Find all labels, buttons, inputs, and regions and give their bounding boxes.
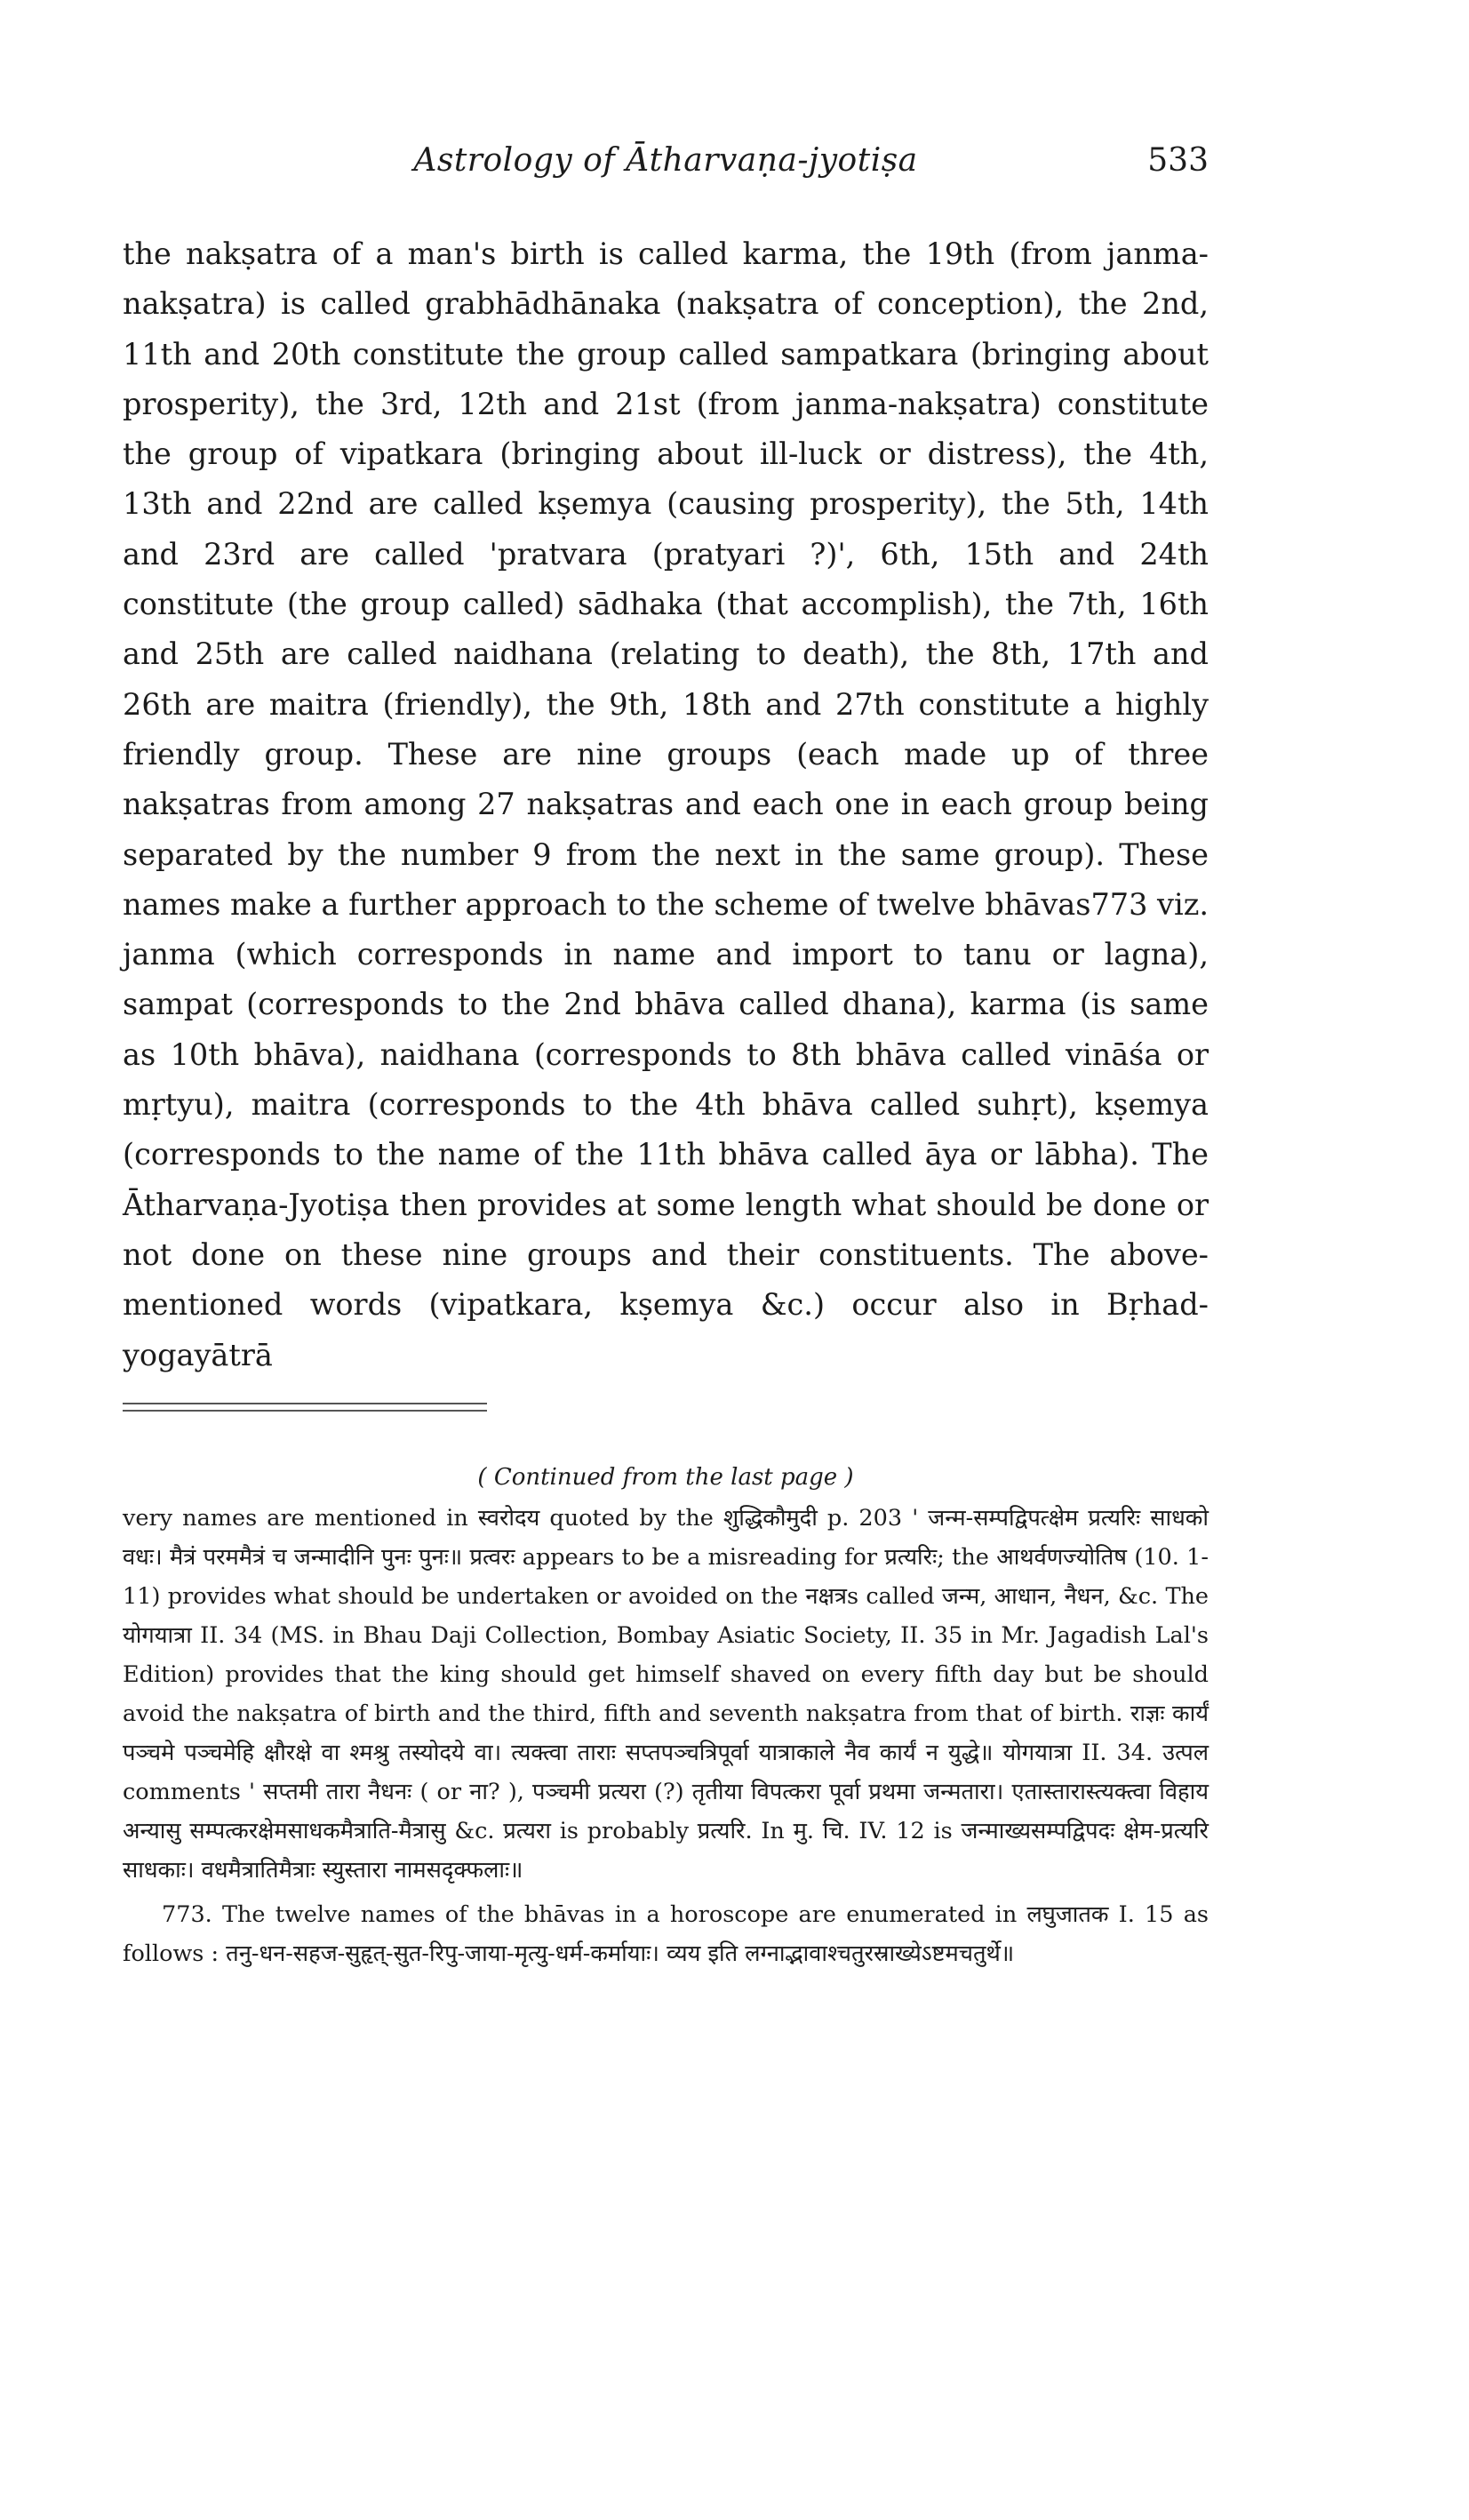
footnote-continued-label: ( Continued from the last page ): [477, 1464, 854, 1491]
page-header: [123, 142, 1209, 196]
footnote-773-text: The twelve names of the bhāvas in a horoscope are enumerated in लघुजातक I. 15 as follows : तनु-धन-सहज-सुहृत्-सुत-रिपु-जाया-मृत्यु-धर्म-कर्मायाः। व्यय इति लग्नाद्भावाश्चतुरस्राख्येऽष्टमचतुर्थे॥: [123, 1901, 1209, 1967]
page-number: 533: [1147, 142, 1209, 179]
footnote-773: [123, 1895, 1209, 1973]
footnotes: [123, 1458, 1209, 1973]
footnote-773-number: 773.: [162, 1901, 212, 1928]
running-title: Astrology of Ātharvaṇa-jyotiṣa: [413, 142, 918, 179]
footnote-continued-text: very names are mentioned in स्वरोदय quoted by the शुद्धिकौमुदी p. 203 ' जन्म-सम्पद्विपत्क्षेम प्रत्यरिः साधको वधः। मैत्रं परममैत्रं च जन्मादीनि पुनः पुनः॥ प्रत्वरः appears to be a misreading for प्रत्यरिः; the आथर्वणज्योतिष (10. 1-11) provides what should be undertaken or avoided on the नक्षत्रs called जन्म, आधान, नैधन, &c. The योगयात्रा II. 34 (MS. in Bhau Daji Collection, Bombay Asiatic Society, II. 35 in Mr. Jagadish Lal's Edition) provides that the king should get himself shaved on every fifth day but be should avoid the nakṣatra of birth and the third, fifth and seventh nakṣatra from that of birth. राज्ञः कार्यं पञ्चमे पञ्चमेहि क्षौरक्षे वा श्मश्रु तस्योदये वा। त्यक्त्वा ताराः सप्तपञ्चत्रिपूर्वा यात्राकाले नैव कार्यं न युद्धे॥ योगयात्रा II. 34. उत्पल comments ' सप्तमी तारा नैधनः ( or ना? ), पञ्चमी प्रत्यरा (?) तृतीया विपत्करा पूर्वा प्रथमा जन्मतारा। एतास्तारास्त्यक्त्वा विहाय अन्यासु सम्पत्करक्षेमसाधकमैत्राति-मैत्रासु &c. प्रत्यरा is probably प्रत्यरि. In मु. चि. IV. 12 is जन्माख्यसम्पद्विपदः क्षेम-प्रत्यरि साधकाः। वधमैत्रातिमैत्राः स्युस्तारा नामसदृक्फलाः॥: [123, 1505, 1209, 1884]
footnote-separator: [123, 1403, 487, 1412]
body-paragraph: the nakṣatra of a man's birth is called karma, the 19th (from janma-nakṣatra) is called grabhādhānaka (nakṣatra of conception), the 2nd, 11th and 20th constitute the group called sampatkara (bringing about prosperity), the 3rd, 12th and 21st (from janma-nakṣatra) constitute the group of vipatkara (bringing about ill-luck or distress), the 4th, 13th and 22nd are called kṣemya (causing prosperity), the 5th, 14th and 23rd are called 'pratvara (pratyari ?)', 6th, 15th and 24th constitute (the group called) sādhaka (that accomplish), the 7th, 16th and 25th are called naidhana (relating to death), the 8th, 17th and 26th are maitra (friendly), the 9th, 18th and 27th constitute a highly friendly group. These are nine groups (each made up of three nakṣatras from among 27 nakṣatras and each one in each group being separated by the number 9 from the next in the same group). These names make a further approach to the scheme of twelve bhāvas773 viz. janma (which corresponds in name and import to tanu or lagna), sampat (corresponds to the 2nd bhāva called dhana), karma (is same as 10th bhāva), naidhana (corresponds to 8th bhāva called vināśa or mṛtyu), maitra (corresponds to the 4th bhāva called suhṛt), kṣemya (corresponds to the name of the 11th bhāva called āya or lābha). The Ātharvaṇa-Jyotiṣa then provides at some length what should be done or not done on these nine groups and their constituents. The above-mentioned words (vipatkara, kṣemya &c.) occur also in Bṛhad-yogayātrā: [123, 236, 1209, 1372]
main-text: [123, 229, 1209, 1380]
